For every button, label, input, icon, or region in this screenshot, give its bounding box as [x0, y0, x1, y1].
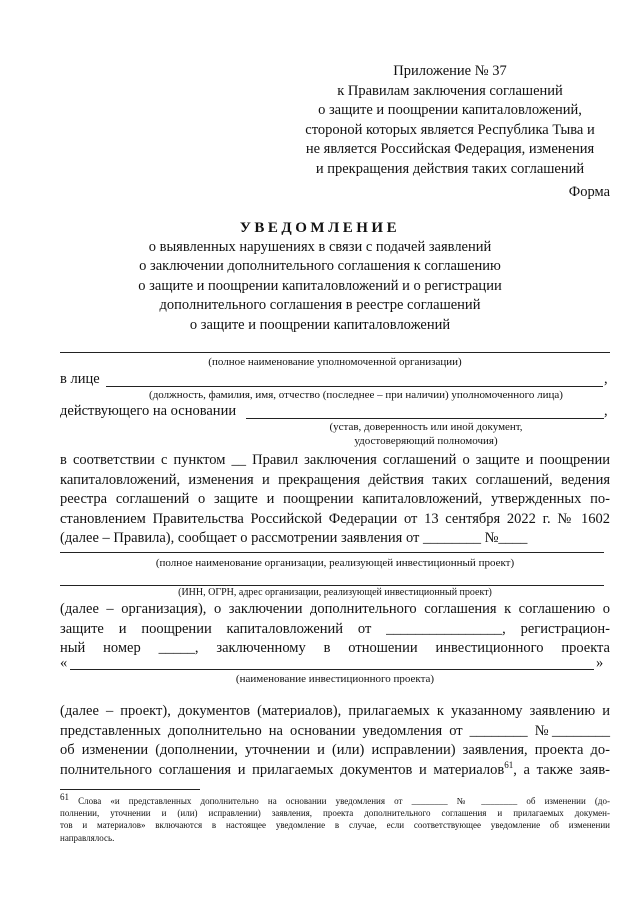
- paragraph-line: об изменении (дополнении, уточнении и (или) исправлении) заявления, проекта до-: [60, 742, 610, 759]
- in-person-label: в лице: [60, 371, 100, 387]
- person-field-line: [106, 386, 603, 387]
- paragraph-line: (далее – Правила), сообщает о рассмотрении заявления от ________ №____: [60, 530, 528, 547]
- footnote-line: тов и материалов» включаются в настоящее уведомление в случае, если соответствующее уведомление об изменении: [60, 820, 610, 831]
- paragraph-line: полнительного соглашения и прилагаемых документов и материалов$^{61}$, а также заяв-: [60, 759, 610, 778]
- paragraph-line: реестра соглашений о защите и поощрении капиталовложений, утвержденных по-: [60, 491, 610, 508]
- appendix-line: и прекращения действия таких соглашений: [315, 160, 585, 177]
- appendix-line: о защите и поощрении капиталовложений,: [318, 102, 582, 119]
- project-org-caption: (полное наименование организации, реализующей инвестиционный проект): [155, 557, 515, 569]
- appendix-number: Приложение № 37: [393, 63, 507, 79]
- appendix-header: [290, 62, 610, 180]
- quote-open: «: [60, 655, 68, 671]
- footnote-reference: 61: [504, 759, 514, 770]
- paragraph-line: (далее – проект), документов (материалов), прилагаемых к указанному заявлению и: [60, 703, 610, 719]
- subtitle-line: о защите и поощрении капиталовложений: [189, 316, 451, 333]
- paragraph-agreement: [60, 600, 610, 659]
- document-title: УВЕДОМЛЕНИЕ: [239, 220, 401, 236]
- project-org-field-line: [60, 552, 604, 553]
- paragraph-line: представленных дополнительно на основании уведомления от ________ №________: [60, 722, 610, 739]
- document-subtitle: [0, 238, 640, 335]
- paragraph-line: защите и поощрении капиталовложений от ________________, регистрацион-: [60, 620, 610, 637]
- footnote-line: $^{61}$ Слова «и представленных дополнительно на основании уведомления от ________ № ________ об изменении (до-: [60, 792, 610, 806]
- comma: ,: [604, 403, 608, 419]
- paragraph-documents: [60, 702, 610, 780]
- person-caption: (должность, фамилия, имя, отчество (последнее – при наличии) уполномоченного лица): [149, 389, 563, 401]
- comma: ,: [604, 371, 608, 387]
- basis-caption: (устав, доверенность или иной документ,: [329, 421, 523, 433]
- footnote-line: полнении, уточнении и (или) исправлении) заявления, проекта дополнительного соглашения и прилагаемых докумен-: [60, 808, 610, 819]
- project-name-field-line: [70, 669, 594, 670]
- project-name-caption: (наименование инвестиционного проекта): [235, 673, 435, 685]
- paragraph-line: в соответствии с пунктом __ Правил заключения соглашений о защите и поощрении: [60, 452, 610, 468]
- basis-field-line: [246, 418, 604, 419]
- paragraph-line: (далее – организация), о заключении дополнительного соглашения к соглашению о: [60, 601, 610, 617]
- paragraph-line: ный номер _____, заключенному в отношении инвестиционного проекта: [60, 640, 610, 657]
- basis-caption: удостоверяющий полномочия): [354, 435, 498, 447]
- org-name-caption: (полное наименование уполномоченной организации): [208, 356, 462, 368]
- inn-field-line: [60, 585, 604, 586]
- org-name-field-line: [60, 352, 610, 353]
- acting-basis-label: действующего на основании: [60, 403, 237, 419]
- footnote-line: направлялось.: [60, 832, 115, 843]
- quote-close: »: [596, 655, 604, 671]
- appendix-line: стороной которых является Республика Тыва и: [305, 121, 595, 138]
- subtitle-line: дополнительного соглашения в реестре соглашений: [159, 297, 481, 314]
- paragraph-rules-reference: [60, 451, 610, 549]
- subtitle-line: о заключении дополнительного соглашения к соглашению: [139, 258, 501, 275]
- appendix-line: к Правилам заключения соглашений: [337, 82, 563, 99]
- subtitle-line: о выявленных нарушениях в связи с подачей заявлений: [148, 239, 492, 255]
- paragraph-line: капиталовложений, изменения и прекращения действия таких соглашений, ведения: [60, 471, 610, 488]
- footnote: [60, 792, 610, 844]
- footnote-separator: [60, 789, 200, 790]
- inn-caption: (ИНН, ОГРН, адрес организации, реализующей инвестиционный проект): [178, 587, 492, 598]
- appendix-line: не является Российская Федерация, изменения: [305, 141, 595, 158]
- form-label: Форма: [568, 184, 610, 200]
- paragraph-line: становлением Правительства Российской Федерации от 13 сентября 2022 г. № 1602: [60, 510, 610, 527]
- footnote-mark: 61: [60, 792, 69, 802]
- subtitle-line: о защите и поощрении капиталовложений и о регистрации: [138, 277, 502, 294]
